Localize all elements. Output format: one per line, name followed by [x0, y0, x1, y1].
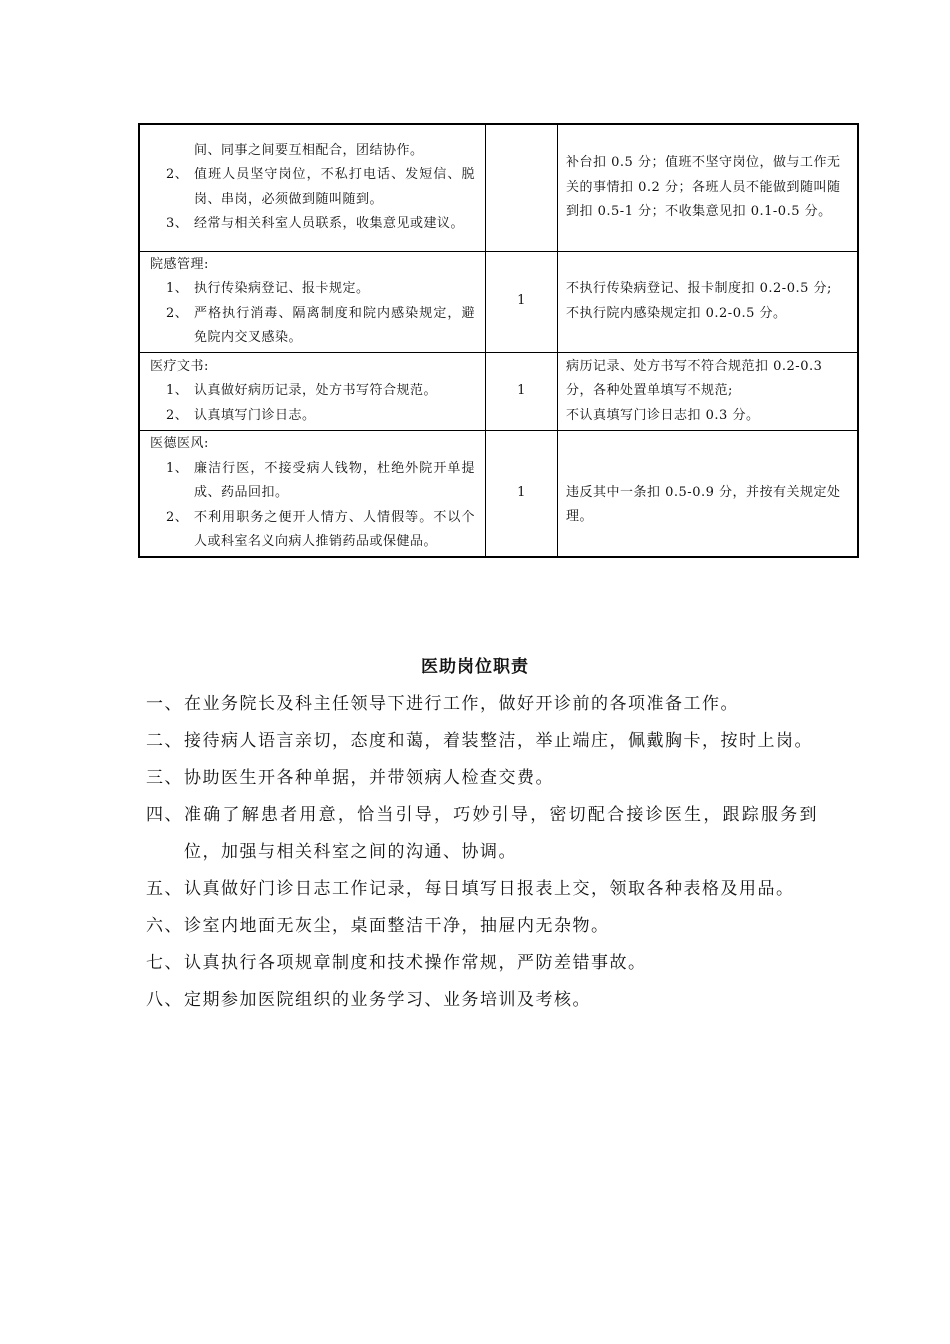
- list-item: [150, 277, 475, 302]
- item-number: 1、: [166, 460, 189, 476]
- item-text: 执行传染病登记、报卡规定。: [194, 281, 370, 296]
- duty-text: 认真做好门诊日志工作记录，每日填写日报表上交，领取各种表格及用品。: [184, 879, 795, 899]
- item-number: 1、: [166, 383, 189, 398]
- list-item: [150, 379, 475, 404]
- duty-text: 认真执行各项规章制度和技术操作常规，严防差错事故。: [184, 953, 647, 973]
- list-item: [146, 797, 818, 871]
- duty-number: 五、: [146, 879, 183, 899]
- item-text: 认真填写门诊日志。: [194, 407, 316, 423]
- duty-text: 协助医生开各种单据，并带领病人检查交费。: [184, 768, 554, 788]
- deduction-line: 病历记录、处方书写不符合规范扣 0.2-0.3 分，各种处置单填写不规范;: [566, 358, 823, 398]
- item-number: 3、: [166, 216, 189, 232]
- deduction-text: 违反其中一条扣 0.5-0.9 分，并按有关规定处理。: [566, 484, 841, 525]
- scoring-table: [138, 123, 859, 558]
- duty-number: 三、: [146, 768, 183, 788]
- list-item: [150, 302, 475, 351]
- score-cell: 1: [486, 251, 558, 352]
- criteria-cell: [139, 431, 486, 557]
- item-text: 经常与相关科室人员联系，收集意见或建议。: [194, 216, 465, 232]
- duties-list: [146, 686, 818, 1019]
- item-number: 1、: [166, 281, 189, 296]
- deduction-line: 不执行院内感染规定扣 0.2-0.5 分。: [566, 305, 787, 321]
- criteria-cell: [139, 251, 486, 352]
- duty-text: 诊室内地面无灰尘，桌面整洁干净，抽屉内无杂物。: [184, 916, 610, 936]
- duty-text: 定期参加医院组织的业务学习、业务培训及考核。: [184, 990, 591, 1010]
- list-item: [146, 686, 818, 723]
- item-text: 廉洁行医，不接受病人钱物，杜绝外院开单提成、药品回扣。: [194, 460, 475, 500]
- duty-number: 八、: [146, 990, 183, 1010]
- item-text: 严格执行消毒、隔离制度和院内感染规定，避免院内交叉感染。: [194, 305, 475, 345]
- list-item: [146, 945, 818, 982]
- duty-text: 在业务院长及科主任领导下进行工作，做好开诊前的各项准备工作。: [184, 694, 739, 714]
- duty-number: 六、: [146, 916, 183, 936]
- item-number: 2、: [166, 407, 189, 423]
- list-item: [146, 871, 818, 908]
- deduction-cell: [558, 124, 859, 251]
- list-item: [146, 982, 818, 1019]
- score-cell: 1: [486, 431, 558, 557]
- section-title: 医助岗位职责: [421, 657, 529, 677]
- item-text: 值班人员坚守岗位，不私打电话、发短信、脱岗、串岗，必须做到随叫随到。: [194, 167, 475, 207]
- duty-text: 接待病人语言亲切，态度和蔼，着装整洁，举止端庄，佩戴胸卡，按时上岗。: [184, 731, 813, 751]
- score-cell: [486, 124, 558, 251]
- duty-text: 准确了解患者用意，恰当引导，巧妙引导，密切配合接诊医生，跟踪服务到位，加强与相关科室之间的沟通、协调。: [184, 805, 818, 862]
- list-item: [150, 457, 475, 506]
- duty-number: 一、: [146, 694, 183, 714]
- deduction-cell: [558, 431, 859, 557]
- duty-number: 七、: [146, 953, 183, 973]
- deduction-cell: [558, 251, 859, 352]
- list-item: [146, 760, 818, 797]
- deduction-line: 不执行传染病登记、报卡制度扣 0.2-0.5 分;: [566, 281, 832, 296]
- list-item: [150, 163, 475, 212]
- item-text: 不利用职务之便开人情方、人情假等。不以个人或科室名义向病人推销药品或保健品。: [194, 509, 475, 549]
- section-heading: 医疗文书:: [150, 358, 209, 374]
- section-heading: 院感管理:: [150, 256, 209, 272]
- table-row: [139, 431, 858, 557]
- continuation-text: 间、同事之间要互相配合，团结协作。: [194, 142, 424, 158]
- list-item: [150, 212, 475, 237]
- criteria-cell: [139, 124, 486, 251]
- item-number: 2、: [166, 305, 189, 321]
- list-item: [150, 506, 475, 555]
- criteria-cell: [139, 352, 486, 431]
- list-item: [146, 723, 818, 760]
- duty-number: 四、: [146, 805, 183, 825]
- list-item: [146, 908, 818, 945]
- score-cell: 1: [486, 352, 558, 431]
- item-number: 2、: [166, 167, 189, 183]
- table-row: [139, 352, 858, 431]
- table-row: [139, 251, 858, 352]
- deduction-text: 补台扣 0.5 分；值班不坚守岗位，做与工作无关的事情扣 0.2 分；各班人员不能做到随叫随到扣 0.5-1 分；不收集意见扣 0.1-0.5 分。: [566, 155, 841, 219]
- item-text: 认真做好病历记录，处方书写符合规范。: [194, 383, 438, 398]
- section-heading: 医德医风:: [150, 436, 209, 451]
- table-row: [139, 124, 858, 251]
- list-item: [150, 404, 475, 429]
- duty-number: 二、: [146, 731, 183, 751]
- deduction-line: 不认真填写门诊日志扣 0.3 分。: [566, 407, 760, 423]
- item-number: 2、: [166, 509, 189, 525]
- deduction-cell: [558, 352, 859, 431]
